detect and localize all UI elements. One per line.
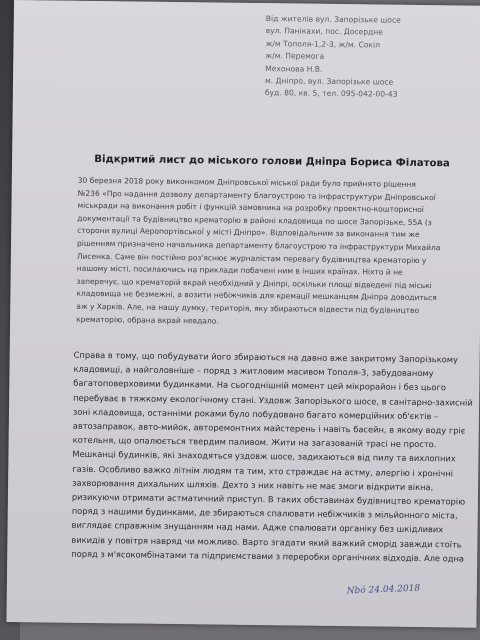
- text-line: кладовищі, а найголовніше – поряд з житловим масивом Тополя-3, забудованому: [73, 363, 434, 379]
- paragraph-1: [76, 175, 478, 331]
- text-line: заперечує, що крематорій вкрай необхідний у Дніпрі, оскільки площі відведені під міські: [76, 276, 432, 290]
- text-line: захворювання дихальних шляхів. Дехто з них навіть не має змоги відкрити вікна,: [72, 477, 434, 492]
- address-line: м. Дніпро, вул. Запорізьке шосе: [264, 76, 394, 87]
- text-line: міськради на виконання робіт і функцій замовника на розробку проектно-кошторисної: [77, 200, 424, 215]
- text-line: Лисенка. Саме він постійно роз'яснює журналістам перевагу будівництва крематорію у: [76, 251, 427, 265]
- text-line: виглядає справжнім знущанням над нами. Адже спалювати органіку без шкідливих: [71, 520, 444, 535]
- text-line: котельня, що опалюється твердим паливом. Жити на загазованій трасі не просто.: [72, 434, 437, 450]
- text-line: Мешканці будинків, які знаходяться уздовж шосе, задихаються від пилу та вихлопних: [72, 449, 456, 464]
- text-line: зоні кладовища, останніми роками було побудовано багато комерційних об'єктів –: [72, 406, 439, 422]
- paper-sheet: [6, 0, 480, 628]
- text-line: аж у Харків. Але, на нашу думку, територія, яку збираються відвести під будівництво: [76, 301, 420, 315]
- text-line: поряд з нашими будинками, де збираються спалювати небіжчиків з мільйонного міста,: [71, 505, 458, 521]
- text-line: документації та будівництво крематорію в районі кладовища по шосе Запорізьке, 55А (з: [77, 213, 432, 227]
- address-line: буд. 80, кв. 5, тел. 095-042-00-43: [264, 88, 398, 100]
- sender-address-block: [265, 13, 476, 102]
- text-line: ризикуючи отримати астматичний приступ. В таких обставинах будівництво крематорію: [71, 491, 466, 507]
- text-line: №236 «Про надання дозволу департаменту благоустрою та інфраструктури Дніпровської: [77, 188, 436, 202]
- address-line: ж/м Тополя-1,2-3, ж/м. Сокіл: [265, 38, 381, 50]
- text-line: газів. Особливо важко літнім людям та тим, хто страждає на астму, алергію і хронічні: [72, 463, 454, 479]
- text-line: перебуває в тяжкому екологічному стані. Уздовж Запорізького шосе, в санітарно-захисній: [73, 392, 473, 408]
- address-line: Від жителів вул. Запорізьке шосе: [265, 14, 401, 25]
- handwritten-signature: Nbó 24.04.2018: [346, 583, 421, 597]
- text-line: рішенням призначено начальника департаменту благоустрою та інфраструктури Михайла: [76, 238, 441, 253]
- text-line: поряд з м'ясокомбінатами та підприємствами з переробки органічних відходів. Але одна: [71, 548, 465, 564]
- paragraph-2: [71, 348, 480, 566]
- text-line: Справа в тому, що побудувати його збираються на давно вже закритому Запорізькому: [73, 349, 459, 365]
- text-line: викидів у повітря навряд чи можливо. Варто згадати який важкий сморід завжди стоїть: [71, 534, 462, 550]
- text-line: автозаправок, авто-мийок, авторемонтних майстерень і навіть басейн, в якому воду гріє: [72, 420, 466, 436]
- text-line: кладовища не безмежні, а возити небіжчиків для кремації мешканцям Дніпра доводиться: [76, 289, 437, 303]
- address-line: вул. Панікахи, пос. Досердне: [265, 26, 384, 37]
- text-line: крематорію, обрана вкрай невдало.: [76, 314, 219, 326]
- address-line: Мехонова Н.В.: [265, 63, 323, 74]
- letter-title: Відкритий лист до міського голови Дніпра Бориса Філатова: [94, 153, 450, 170]
- text-line: 30 березня 2018 року виконкомом Дніпровської міської ради було прийнято рішення: [77, 175, 417, 189]
- text-line: багатоповерховими будинками. На сьогоднішній момент цей мікрорайон і без цього: [73, 378, 447, 393]
- text-line: нашому місті, посилаючись на приклади побачені ним в інших країнах. Ніхто й не: [76, 263, 403, 277]
- text-line: сторони вулиці Аеропортівської у місті Дніпро». Відповідальним за виконання тим же: [77, 226, 420, 240]
- address-line: ж/м. Перемога: [265, 51, 325, 62]
